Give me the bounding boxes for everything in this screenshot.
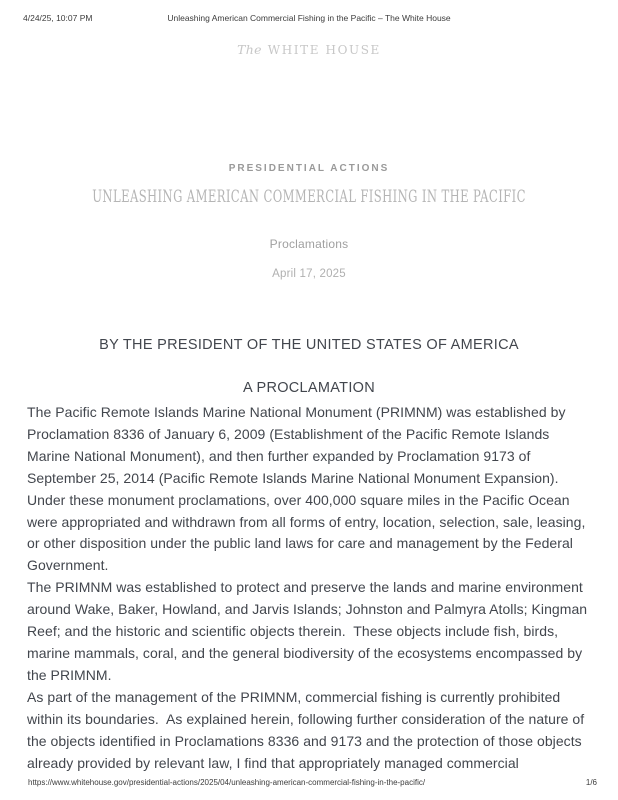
print-datetime: 4/24/25, 10:07 PM [23, 13, 93, 23]
paragraph-2: The PRIMNM was established to protect and preserve the lands and marine environment around Wake, Baker, Howland, and Jarvis Islands; Johnston and Palmyra Atolls; Kingman Reef; and the historic and scientific objects therein. These objects include fish, birds, marine mammals, coral, and the general biodiversity of the ecosystems encompassed by the PRIMNM. [27, 579, 592, 683]
print-header [0, 13, 618, 25]
article-title-text: UNLEASHING AMERICAN COMMERCIAL FISHING IN THE PACIFIC [92, 187, 526, 207]
article-title [0, 187, 618, 205]
proclamation-subheading: A PROCLAMATION [242, 380, 376, 396]
print-page-title: Unleashing American Commercial Fishing in the Pacific – The White House [167, 13, 451, 23]
publish-date: April 17, 2025 [272, 268, 346, 280]
logo-white-house-text: WHITE HOUSE [267, 43, 381, 57]
paragraph-1: The Pacific Remote Islands Marine National Monument (PRIMNM) was established by Proclamation 8336 of January 6, 2009 (Establishment of the Pacific Remote Islands Marine National Monument), and then further expanded by Proclamation 9173 of September 25, 2014 (Pacific Remote Islands Marine National Monument Expansion). Under these monument proclamations, over 400,000 square miles in the Pacific Ocean were appropriated and withdrawn from all forms of entry, location, selection, sale, leasing, or other disposition under the public land laws for care and management by the Federal Government. [27, 404, 590, 574]
paragraph-3: As part of the management of the PRIMNM, commercial fishing is currently prohibited within its boundaries. As explained herein, following further consideration of the nature of the objects identified in Proclamations 8336 and 9173 and the protection of those objects already provided by relevant law, I find that appropriately managed commercial [27, 688, 589, 771]
logo-the-text: The [237, 42, 262, 57]
print-footer [28, 778, 597, 787]
eyebrow-presidential-actions: PRESIDENTIAL ACTIONS [228, 163, 390, 174]
proclamation-heading: BY THE PRESIDENT OF THE UNITED STATES OF AMERICA [99, 337, 519, 353]
article-body [27, 402, 592, 774]
print-url: https://www.whitehouse.gov/presidential-actions/2025/04/unleashing-american-commercial-fishing-in-the-pacific/ [28, 778, 426, 787]
page-indicator: 1/6 [585, 778, 597, 787]
category-label: Proclamations [269, 237, 349, 251]
white-house-logo [0, 39, 618, 58]
